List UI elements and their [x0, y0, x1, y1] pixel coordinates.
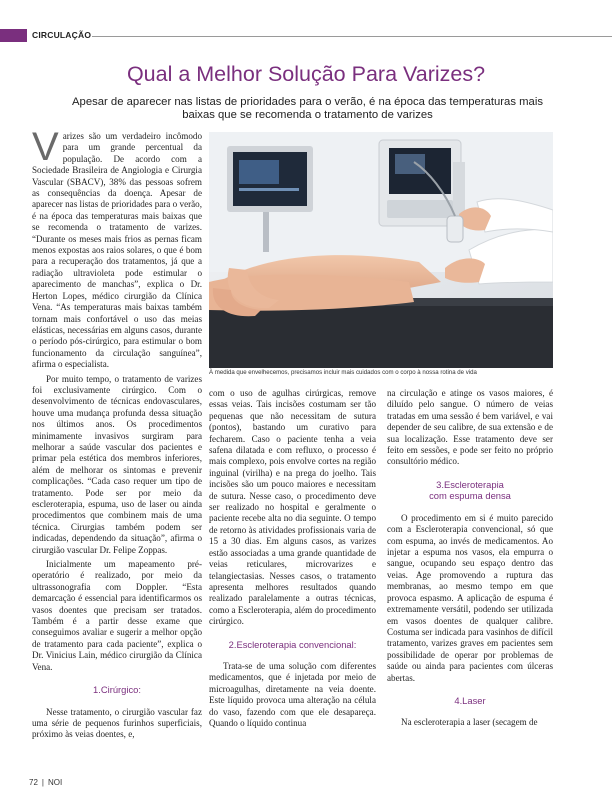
subheading-cirurgico: 1.Cirúrgico: — [93, 684, 141, 696]
footer-separator: | — [41, 778, 44, 787]
subheading-laser: 4.Laser — [454, 694, 486, 706]
body-paragraph: Inicialmente um mapeamento pré-operatório é realizado, por meio da ultrassonografia com Doppler. “Esta demarcação é essencial para identificarmos os vasos doentes que precisam ser tratados. Também é a partir desse exame que conseguimos avaliar e sugerir a melhor opção de tratamento para cada paciente”, explica o Dr. Vinicius Lain, médico cirurgião da Clínica Vena. — [32, 559, 202, 672]
body-paragraph: Trata-se de uma solução com diferentes medicamentos, que é injetada por meio de microagulhas, diretamente na veia doente. Este líquido provoca uma alteração na célula do vaso, fazendo com que ele desapareça. Quando o líquido continua — [209, 661, 376, 729]
body-paragraph: O procedimento em si é muito parecido com a Escleroterapia convencional, só que com espuma, ao invés de medicamentos. Ao injetar a espuma nos vasos, ela empurra o sangue, ocupando seu espaço dentro das veias. Age promovendo a ruptura das membranas, ao mesmo tempo em que provoca espasmo. A aplicação de espuma é extremamente versátil, podendo ser utilizada em vasos doentes de qualquer calibre. Costuma ser indicada para vasinhos de difícil tratamento, varizes graves em pacientes sem possibilidade de operar por problemas de saúde ou ainda para pacientes com úlceras abertas. — [387, 512, 553, 683]
magazine-name: NOI — [47, 778, 63, 787]
subheading-escleroterapia-convencional: 2.Escleroterapia convencional: — [228, 638, 357, 650]
article-subtitle: Apesar de aparecer nas listas de prioridades para o verão, é na época das temperaturas mais baixas que se recomenda o tratamento de varizes — [72, 96, 543, 121]
body-paragraph: com o uso de agulhas cirúrgicas, remove essas veias. Tais incisões costumam ser tão pequenas que não necessitam de sutura (pontos), bastando um curativo para fecharem. Caso o paciente tenha a veia safena dilatada e com refluxo, o processo é mais complexo, pois envolve cortes na região inguinal (virilha) e na prega do joelho. Tais incisões são um pouco maiores e necessitam de sutura. Nesse caso, o procedimento deve ser realizado no hospital e geralmente o paciente recebe alta no dia seguinte. O tempo de retorno às atividades profissionais varia de 15 a 30 dias. Em alguns casos, as varizes estão associadas a uma grande quantidade de veias reticulares, microvarizes e telangiectasias. Nesses casos, o tratamento apresenta melhores resultados quando realizado paralelamente a outras técnicas, como a Escleroterapia, além do procedimento cirúrgico. — [209, 388, 376, 627]
article-column-2 — [209, 388, 376, 729]
section-divider — [92, 36, 612, 37]
intro-paragraph: Varizes são um verdadeiro incômodo para um grande percentual da população. De acordo com a Sociedade Brasileira de Angiologia e Cirurgia Vascular (SBACV), 38% das pessoas sofrem as consequências da doença. Apesar de aparecer nas listas de prioridades para o verão, é na época das temperaturas mais baixas que se recomenda o tratamento de varizes. “Durante os meses mais frios as pernas ficam menos expostas aos raios solares, o que é bom para a recuperação dos tratamentos, já que a radiação ultravioleta pode estimular o aparecimento de manchas”, explica o Dr. Herton Lopes, médico cirurgião da Clínica Vena. “As temperaturas mais baixas também tornam mais confortável o uso das meias elásticas, necessárias em alguns casos, durante o período pós-cirúrgico, para estimular o bom funcionamento da circulação sanguínea”, afirma o especialista. — [32, 125, 202, 370]
subheading-escleroterapia-espuma: 3.Escleroterapia com espuma densa — [429, 478, 511, 502]
article-title: Qual a Melhor Solução Para Varizes? — [126, 62, 486, 86]
page-footer — [29, 778, 62, 787]
article-column-1 — [32, 125, 202, 741]
page-number: 72 — [29, 778, 38, 787]
drop-cap: V — [32, 125, 59, 169]
section-color-bar — [0, 29, 27, 42]
body-paragraph: Nesse tratamento, o cirurgião vascular faz uma série de pequenos furinhos superficiais, próximo às veias doentes, e, — [32, 706, 202, 740]
body-paragraph: Por muito tempo, o tratamento de varizes foi exclusivamente cirúrgico. Com o desenvolvimento de técnicas endovasculares, houve uma mudança profunda dessa situação nos últimos anos. Os procedimentos minimamente invasivos surgiram para melhorar a saúde vascular dos pacientes e primar pela estética dos membros inferiores, além de melhorar os sintomas e prevenir complicações. “Cada caso requer um tipo de tratamento. Pode ser por meio da escleroterapia, espuma, uso de laser ou ainda procedimentos que combinem mais de uma técnica. Cirurgias também podem ser indicadas, dependendo da situação”, afirma o cirurgião vascular Dr. Felipe Zoppas. — [32, 373, 202, 555]
body-paragraph: Na escleroterapia a laser (secagem de — [401, 717, 538, 728]
photo-caption: À medida que envelhecemos, precisamos incluir mais cuidados com o corpo à nossa rotina de vida — [209, 369, 477, 376]
article-photo — [209, 132, 553, 368]
article-column-3 — [387, 388, 553, 729]
section-label: CIRCULAÇÃO — [32, 30, 92, 40]
body-paragraph: na circulação e atinge os vasos maiores, é diluído pelo sangue. O número de veias tratadas em uma sessão é bem variável, e vai depender de seu calibre, de sua extensão e de sua localização. Esse tratamento deve ser feito em sessões, e pode ser feito no próprio consultório médico. — [387, 388, 553, 467]
